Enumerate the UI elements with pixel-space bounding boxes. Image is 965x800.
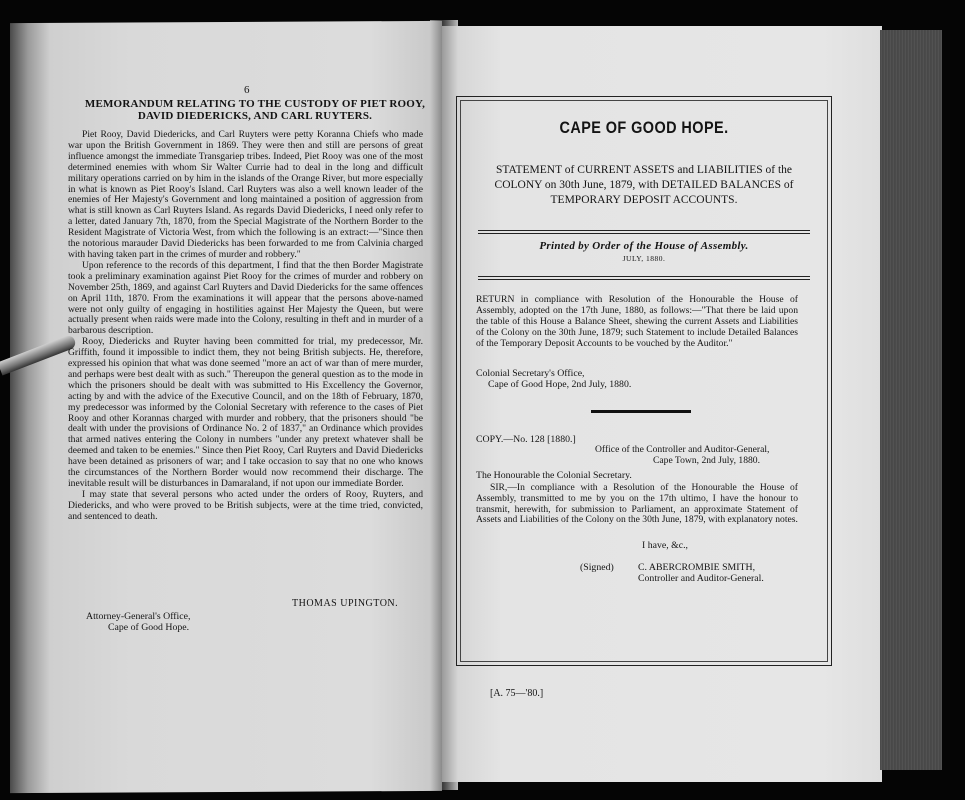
printed-by-line: Printed by Order of the House of Assembly. <box>539 240 749 252</box>
memorandum-paragraph: Rooy, Diedericks and Ruyter having been committed for trial, my predecessor, Mr. Griffith, found it impossible to indict them, they not being British subjects. He, therefore, expressed his opinion that what was done seemed "more an act of war than of mere murder, and perhaps were best dealt with as such." Thereupon the general question as to the mode in which the prisoners should be dealt with was submitted to His Excellency the Governor, acting by and with the advice of the Executive Council, and on the 18th of February, 1870, my predecessor was informed by the Colonial Secretary with reference to the cases of Piet Rooy and other Korannas charged with murder and robbery, that the prisoners should "be dealt with under the provisions of Ordinance No. 2 of 1837," an Ordinance which provides that armed natives entering the Colony in numbers "under any pretext whatever shall be deemed and taken to be enemies." Since then Piet Rooy, Carl Ruyters and David Diedericks have been detained as prisoners of war; and I take occasion to say that no one who knows the circumstances of the Northern Border would now recommend their discharge. The inevitable result will be disturbances in Damaraland, if not upon our immediate Border. <box>68 336 423 489</box>
divider <box>478 276 810 280</box>
controller-office <box>595 444 805 466</box>
memorandum-paragraph: Piet Rooy, David Diedericks, and Carl Ruyters were petty Koranna Chiefs who made war upon the British Government in 1869. They were then and still are persons of great influence amongst the immediate Transgariep tribes. Indeed, Piet Rooy was one of the most determined enemies with whom Sir Walter Currie had to deal in the long and difficult military operations carried on by him in the islands of the Orange River, but more especially in what is known as Piet Rooy's Island. Carl Ruyters was also a well known leader of the enemies of Her Majesty's Government and long maintained a position of aggression from what is still known as Carl Ruyters Island. As regards David Diedericks, I need only refer to a letter, dated January 7th, 1870, from the Special Magistrate of the Northern Border to the Resident Magistrate of Victoria West, from which the following is an extract:—"Since then the notorious marauder David Diedericks has been forwarded to me from Calvinia charged with having taken part in the crimes of murder and robbery." <box>68 129 423 260</box>
signer-title: Controller and Auditor-General. <box>638 573 764 584</box>
document-title: CAPE OF GOOD HOPE. <box>559 118 729 137</box>
colonial-secretary-office <box>476 368 631 390</box>
memorandum-body <box>68 130 423 523</box>
printed-date: JULY, 1880. <box>622 254 666 263</box>
return-paragraph: RETURN in compliance with Resolution of the Honourable the House of Assembly, adopted on the 17th June, 1880, as follows:—"That there be laid upon the table of this House a Balance Sheet, shewing the current Assets and Liabilities of the Colony on the 30th June, 1879; such Statement to include Detailed Balances of the Temporary Deposit Accounts to be vouched by the Auditor." <box>476 294 798 349</box>
memorandum-paragraph: Upon reference to the records of this department, I find that the then Border Magistrate took a preliminary examination against Piet Rooy for the crimes of murder and robbery on November 25th, 1869, and against Carl Ruyters and David Diedericks for the same offences on April 11th, 1870. From the examinations it will appear that the persons above-named were not only guilty of engaging in hostilities against Her Majesty the Queen, but were actually present when raids were made into the Colony, resulting in theft and in murder of a barbarous description. <box>68 259 423 337</box>
letter-closing: I have, &c., <box>642 540 688 551</box>
letter-addressee: The Honourable the Colonial Secretary. <box>476 470 632 481</box>
memorandum-heading: MEMORANDUM RELATING TO THE CUSTODY OF PIET ROOY, DAVID DIEDERICKS, AND CARL RUYTERS. <box>84 98 426 122</box>
divider <box>478 230 810 234</box>
office-line: Cape of Good Hope. <box>108 622 190 633</box>
copy-reference: COPY.—No. 128 [1880.] <box>476 434 576 445</box>
book-page-edges <box>880 30 942 770</box>
signer-block <box>638 562 764 584</box>
office-line: Cape of Good Hope, 2nd July, 1880. <box>488 379 632 390</box>
signer-name: C. ABERCROMBIE SMITH, <box>638 562 756 573</box>
statement-subtitle: STATEMENT of CURRENT ASSETS and LIABILITIES of the COLONY on 30th June, 1879, with DETAILED BALANCES of TEMPORARY DEPOSIT ACCOUNTS. <box>494 164 794 206</box>
page-reference: [A. 75—'80.] <box>490 688 544 699</box>
divider <box>591 410 691 413</box>
page-number: 6 <box>244 84 250 96</box>
attorney-signature: THOMAS UPINGTON. <box>292 598 399 609</box>
office-line: Colonial Secretary's Office, <box>476 368 585 379</box>
attorney-office <box>86 611 190 633</box>
signed-label: (Signed) <box>580 562 614 573</box>
office-line: Attorney-General's Office, <box>86 611 191 622</box>
memorandum-paragraph: I may state that several persons who acted under the orders of Rooy, Ruyters, and Diedericks, and who were proved to be British subjects, were at the time tried, convicted, and sentenced to death. <box>68 488 423 522</box>
office-line: Cape Town, 2nd July, 1880. <box>653 455 760 466</box>
office-line: Office of the Controller and Auditor-General, <box>595 444 770 455</box>
letter-body: SIR,—In compliance with a Resolution of the Honourable the House of Assembly, transmitted to me by you on the 17th ultimo, I have the honour to transmit, herewith, for submission to Parliament, an approximate Statement of Assets and Liabilities of the Colony on the 30th June, 1879, with explanatory notes. <box>476 482 798 526</box>
